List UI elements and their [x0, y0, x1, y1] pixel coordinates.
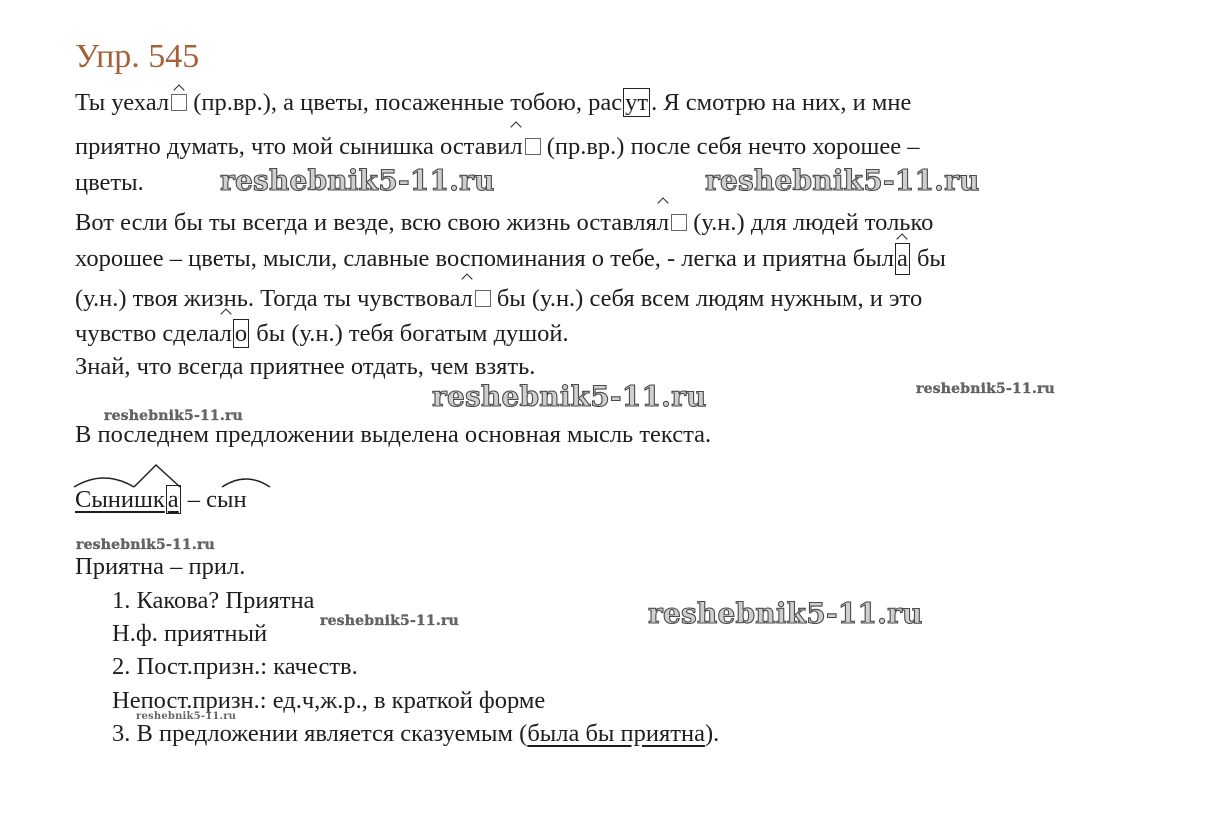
- text: (у.н.) для людей только: [693, 209, 934, 236]
- analysis-item-3: 2. Пост.призн.: качеств.: [112, 653, 358, 680]
- text: бы (у.н.) себя всем людям нужным, и это: [496, 285, 923, 312]
- text-line-1: [75, 88, 911, 118]
- text: бы (у.н.) тебя богатым душой.: [256, 320, 569, 347]
- morph-root: сын: [206, 486, 247, 513]
- text: (пр.вр.) после себя нечто хорошее –: [546, 133, 920, 160]
- text: ).: [704, 720, 720, 747]
- analysis-item-2: Н.ф. приятный: [112, 620, 268, 647]
- analysis-heading: Приятна – прил.: [75, 553, 246, 580]
- text-line-6: [75, 284, 922, 314]
- watermark: reshebnik5-11.ru: [320, 613, 459, 629]
- watermark: reshebnik5-11.ru: [76, 537, 215, 553]
- watermark: reshebnik5-11.ru: [104, 408, 243, 424]
- ending-box-empty: [525, 138, 541, 155]
- suffix-mark: л: [510, 133, 523, 160]
- text: (у.н.) твоя жизнь. Тогда ты чувствова: [75, 285, 461, 312]
- watermark: reshebnik5-11.ru: [136, 711, 237, 722]
- text: (пр.вр.), а цветы, посаженные тобою, рас: [193, 89, 623, 116]
- watermark: reshebnik5-11.ru: [220, 164, 495, 197]
- text-line-2: [75, 132, 919, 162]
- watermark: reshebnik5-11.ru: [432, 380, 707, 413]
- text: хорошее – цветы, мысли, славные воспоминания о тебе, - легка и приятна был: [75, 245, 894, 272]
- suffix-mark: л: [219, 320, 232, 347]
- text-line-9: В последнем предложении выделена основная мысль текста.: [75, 421, 712, 448]
- morph-word: Сынишк: [75, 486, 165, 513]
- suffix-mark: л: [460, 285, 473, 312]
- watermark: reshebnik5-11.ru: [648, 597, 923, 630]
- text: . Я смотрю на них, и мне: [651, 89, 912, 116]
- watermark: reshebnik5-11.ru: [916, 381, 1055, 397]
- text: Вот если бы ты всегда и везде, всю свою жизнь оставля: [75, 209, 657, 236]
- ending-box-empty: [475, 290, 491, 307]
- ending-box: а: [167, 486, 179, 513]
- watermark: reshebnik5-11.ru: [705, 164, 980, 197]
- ending-box: а: [895, 243, 910, 275]
- text-line-3: цветы.: [75, 169, 144, 196]
- exercise-title: Упр. 545: [75, 38, 200, 75]
- ending-box: ут: [625, 89, 649, 116]
- text: 3. В предложении является сказуемым (: [112, 720, 528, 747]
- text-line-7: [75, 319, 569, 349]
- suffix-mark: л: [656, 209, 670, 236]
- text-line-4: [75, 208, 933, 238]
- text-line-5: [75, 243, 946, 275]
- ending-box-empty: [171, 94, 187, 111]
- morpheme-analysis: [75, 485, 247, 515]
- text: чувство сдела: [75, 320, 220, 347]
- analysis-item-4: Непост.призн.: ед.ч,ж.р., в краткой форме: [112, 687, 546, 714]
- ending-box: о: [234, 320, 248, 347]
- text: бы: [916, 245, 946, 272]
- text: –: [181, 486, 207, 513]
- suffix-hat: [134, 465, 180, 487]
- text: приятно думать, что мой сынишка остави: [75, 133, 511, 160]
- text-line-8: Знай, что всегда приятнее отдать, чем взять.: [75, 353, 536, 380]
- ending-box-empty: [671, 214, 687, 231]
- underlined-predicate: была бы приятна: [527, 720, 705, 747]
- analysis-item-5: [112, 719, 719, 749]
- text: Ты уехал: [75, 89, 170, 116]
- analysis-item-1: 1. Какова? Приятна: [112, 587, 315, 614]
